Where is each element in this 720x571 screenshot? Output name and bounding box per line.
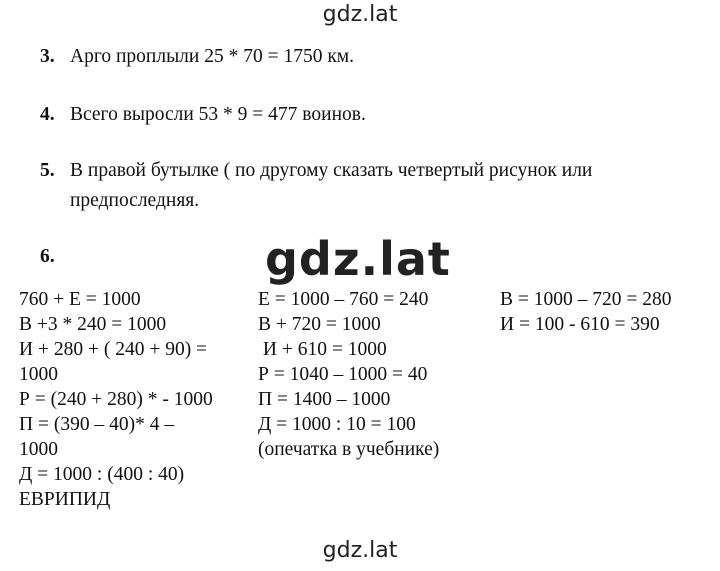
equation-line: П = (390 – 40)* 4 – — [19, 414, 175, 435]
task-5 — [40, 156, 670, 216]
equation-line: Д = 1000 : (400 : 40) — [19, 464, 185, 485]
equation-line: И + 610 = 1000 — [258, 339, 387, 360]
task-number: 6. — [40, 246, 55, 267]
task-text: Арго проплыли 25 * 70 = 1750 км. — [70, 46, 355, 67]
equations-column-1 — [19, 287, 213, 512]
task-number: 5. — [40, 160, 55, 181]
equation-line: 1000 — [19, 439, 58, 460]
watermark-top: gdz.lat — [322, 2, 398, 27]
task-text: В правой бутылке ( по другому сказать четвертый рисунок или предпоследняя. — [70, 160, 593, 211]
equation-line: 1000 — [19, 364, 58, 385]
equation-line: Д = 1000 : 10 = 100 — [258, 414, 416, 435]
watermark-middle: gdz.lat — [265, 232, 451, 286]
task-number: 4. — [40, 104, 55, 125]
equation-line: В +3 * 240 = 1000 — [19, 314, 167, 335]
task-6 — [40, 242, 70, 272]
watermark-bottom: gdz.lat — [322, 538, 398, 563]
equation-line: Е = 1000 – 760 = 240 — [258, 289, 429, 310]
task-4 — [40, 100, 710, 130]
equation-line: 760 + Е = 1000 — [19, 289, 141, 310]
equation-line: И = 100 - 610 = 390 — [500, 314, 660, 335]
equation-line: Р = 1040 – 1000 = 40 — [258, 364, 428, 385]
equation-line: В + 720 = 1000 — [258, 314, 381, 335]
answer-word: ЕВРИПИД — [19, 489, 111, 510]
equation-line: П = 1400 – 1000 — [258, 389, 391, 410]
equations-column-2 — [258, 287, 439, 462]
note-line: (опечатка в учебнике) — [258, 439, 440, 460]
equations-column-3 — [500, 287, 672, 337]
task-3 — [40, 42, 710, 72]
task-number: 3. — [40, 46, 55, 67]
task-text: Всего выросли 53 * 9 = 477 воинов. — [70, 104, 366, 125]
equation-line: И + 280 + ( 240 + 90) = — [19, 339, 208, 360]
equation-line: Р = (240 + 280) * - 1000 — [19, 389, 213, 410]
equation-line: В = 1000 – 720 = 280 — [500, 289, 672, 310]
